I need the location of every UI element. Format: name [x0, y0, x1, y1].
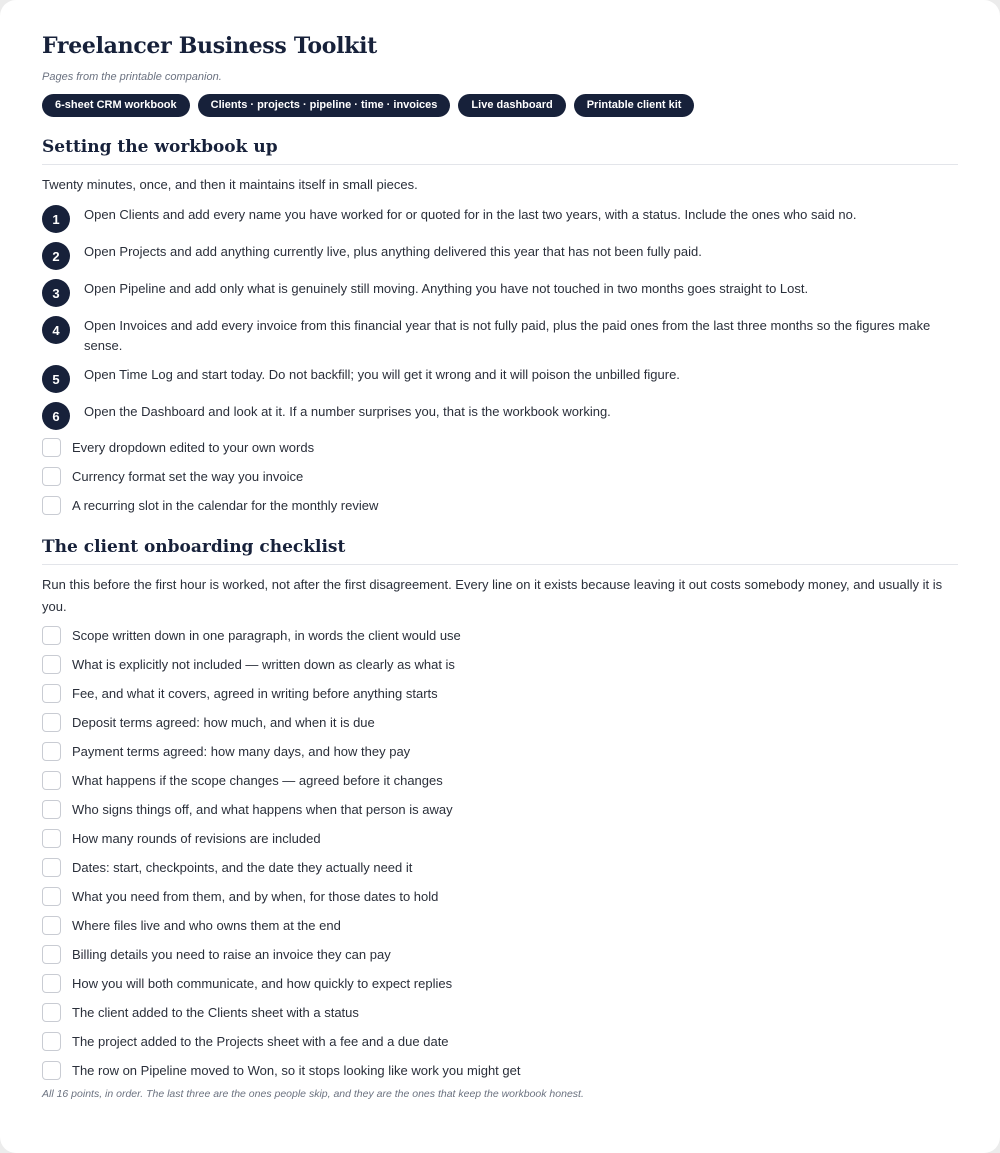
checklist-footnote: All 16 points, in order. The last three are the ones people skip, and they are the ones that keep the workbook honest. [42, 1088, 584, 1100]
checklist-label: Scope written down in one paragraph, in words the client would use [72, 627, 461, 643]
checklist-label: Dates: start, checkpoints, and the date they actually need it [72, 859, 413, 875]
step-text: Open Clients and add every name you have worked for or quoted for in the last two years, with a status. Include the ones who said no. [84, 207, 857, 222]
checkbox[interactable] [42, 626, 61, 645]
checkbox[interactable] [42, 467, 61, 486]
step-text: Open Time Log and start today. Do not backfill; you will get it wrong and it will poison the unbilled figure. [84, 367, 680, 382]
checkbox[interactable] [42, 713, 61, 732]
step-item [42, 205, 958, 233]
checklist-label: What happens if the scope changes — agreed before it changes [72, 772, 443, 788]
checklist-label: Every dropdown edited to your own words [72, 439, 315, 455]
checklist-item[interactable] [42, 708, 958, 737]
checklist-label: Currency format set the way you invoice [72, 468, 304, 484]
checkbox[interactable] [42, 1003, 61, 1022]
checklist-label: Fee, and what it covers, agreed in writing before anything starts [72, 685, 438, 701]
checklist-item[interactable] [42, 433, 958, 462]
setup-checklist [42, 433, 958, 520]
step-item [42, 365, 958, 393]
checkbox[interactable] [42, 887, 61, 906]
checklist-label: The project added to the Projects sheet with a fee and a due date [72, 1033, 449, 1049]
checklist-item[interactable] [42, 824, 958, 853]
step-item [42, 242, 958, 270]
checklist-item[interactable] [42, 1027, 958, 1056]
checkbox[interactable] [42, 496, 61, 515]
checkbox[interactable] [42, 1032, 61, 1051]
checklist-item[interactable] [42, 491, 958, 520]
checkbox[interactable] [42, 858, 61, 877]
checklist-item[interactable] [42, 853, 958, 882]
tag-sheets: Clients · projects · pipeline · time · invoices [198, 94, 451, 117]
checkbox[interactable] [42, 1061, 61, 1080]
checkbox[interactable] [42, 684, 61, 703]
step-text: Open Invoices and add every invoice from this financial year that is not fully paid, plus the paid ones from the last three months so the figures make sense. [84, 318, 931, 353]
checklist-label: How you will both communicate, and how quickly to expect replies [72, 975, 453, 991]
tag-list [42, 94, 958, 117]
tag-client-kit: Printable client kit [574, 94, 695, 117]
checkbox[interactable] [42, 945, 61, 964]
checklist-item[interactable] [42, 911, 958, 940]
checklist-item[interactable] [42, 795, 958, 824]
checklist-item[interactable] [42, 462, 958, 491]
checkbox[interactable] [42, 742, 61, 761]
step-number-badge: 1 [42, 205, 70, 233]
checklist-label: Where files live and who owns them at the end [72, 917, 341, 933]
onboarding-heading: The client onboarding checklist [42, 536, 958, 565]
checklist-item[interactable] [42, 679, 958, 708]
checklist-label: Billing details you need to raise an invoice they can pay [72, 946, 391, 962]
checkbox[interactable] [42, 771, 61, 790]
checklist-item[interactable] [42, 882, 958, 911]
setup-steps [42, 205, 958, 430]
step-item [42, 402, 958, 430]
checklist-label: What you need from them, and by when, for those dates to hold [72, 888, 439, 904]
checklist-label: A recurring slot in the calendar for the monthly review [72, 497, 379, 513]
step-text: Open Pipeline and add only what is genuinely still moving. Anything you have not touched in two months goes straight to Lost. [84, 281, 809, 296]
checklist-label: How many rounds of revisions are included [72, 830, 321, 846]
checkbox[interactable] [42, 655, 61, 674]
step-number-badge: 4 [42, 316, 70, 344]
page-subtitle: Pages from the printable companion. [42, 71, 222, 83]
checkbox[interactable] [42, 829, 61, 848]
step-number-badge: 6 [42, 402, 70, 430]
step-item [42, 316, 958, 356]
checklist-label: The row on Pipeline moved to Won, so it stops looking like work you might get [72, 1062, 521, 1078]
checklist-label: Who signs things off, and what happens when that person is away [72, 801, 453, 817]
checklist-item[interactable] [42, 650, 958, 679]
tag-crm-workbook: 6-sheet CRM workbook [42, 94, 190, 117]
checklist-item[interactable] [42, 621, 958, 650]
tag-dashboard: Live dashboard [458, 94, 565, 117]
checklist-item[interactable] [42, 998, 958, 1027]
step-number-badge: 3 [42, 279, 70, 307]
checklist-item[interactable] [42, 940, 958, 969]
checklist-item[interactable] [42, 1056, 958, 1085]
checklist-label: Deposit terms agreed: how much, and when it is due [72, 714, 375, 730]
onboarding-checklist [42, 621, 958, 1085]
step-text: Open Projects and add anything currently live, plus anything delivered this year that has not been fully paid. [84, 244, 702, 259]
checklist-label: What is explicitly not included — written down as clearly as what is [72, 656, 455, 672]
page-title: Freelancer Business Toolkit [42, 33, 378, 59]
checkbox[interactable] [42, 974, 61, 993]
checklist-item[interactable] [42, 737, 958, 766]
step-number-badge: 5 [42, 365, 70, 393]
setup-intro: Twenty minutes, once, and then it maintains itself in small pieces. [42, 177, 418, 192]
checklist-item[interactable] [42, 766, 958, 795]
step-text: Open the Dashboard and look at it. If a number surprises you, that is the workbook working. [84, 404, 611, 419]
setup-heading: Setting the workbook up [42, 136, 958, 165]
checkbox[interactable] [42, 800, 61, 819]
checkbox[interactable] [42, 916, 61, 935]
checklist-label: Payment terms agreed: how many days, and how they pay [72, 743, 411, 759]
onboarding-intro: Run this before the first hour is worked, not after the first disagreement. Every line on it exists because leaving it out costs somebody money, and usually it is you. [42, 577, 943, 614]
step-item [42, 279, 958, 307]
checklist-item[interactable] [42, 969, 958, 998]
checkbox[interactable] [42, 438, 61, 457]
checklist-label: The client added to the Clients sheet with a status [72, 1004, 359, 1020]
step-number-badge: 2 [42, 242, 70, 270]
